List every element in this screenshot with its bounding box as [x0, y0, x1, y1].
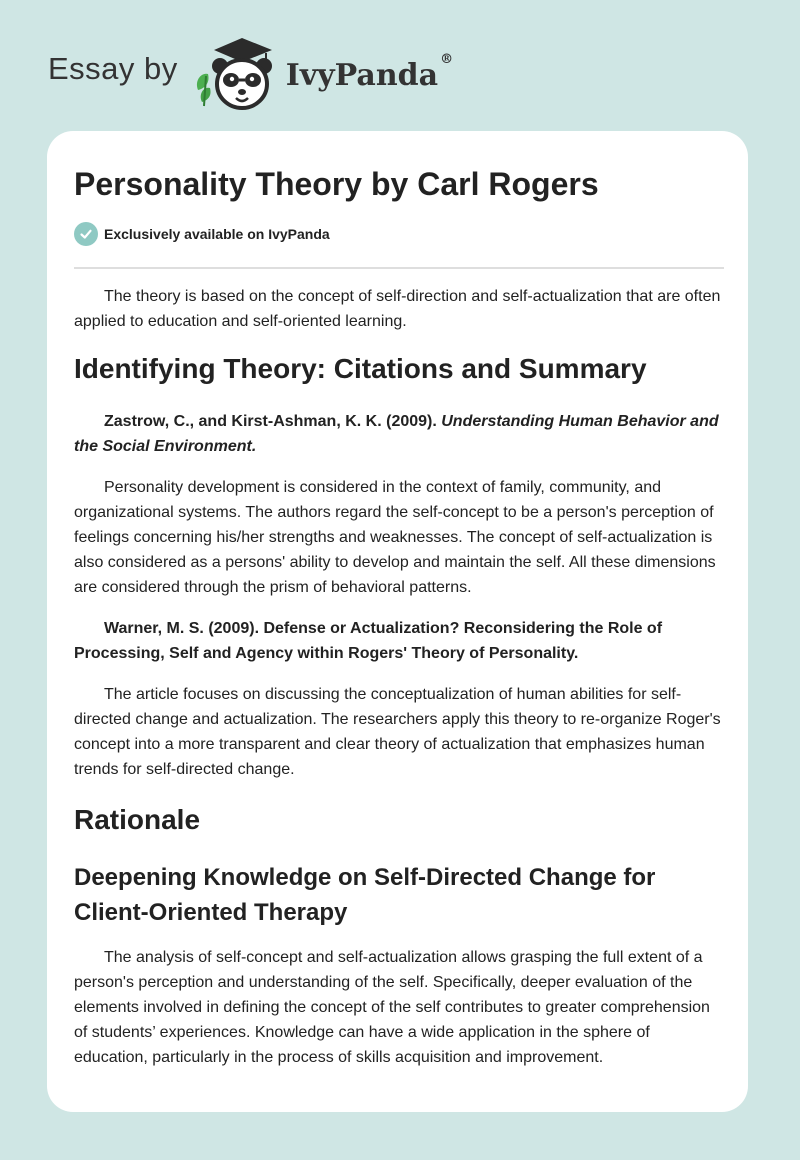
reference-book-title: Understanding Human Behavior and the Social Environment. — [74, 413, 719, 455]
logo-prefix: Essay by — [48, 51, 178, 86]
page-title: Personality Theory by Carl Rogers — [74, 166, 599, 202]
subheading-deepening-knowledge: Deepening Knowledge on Self-Directed Change for Client-Oriented Therapy — [74, 864, 656, 926]
brand-name: IvyPanda ® — [285, 51, 454, 93]
panda-mascot-icon — [192, 32, 282, 112]
registered-mark: ® — [440, 51, 454, 67]
intro-paragraph: The theory is based on the concept of self-direction and self-actualization that are often applied to education and self-oriented learning. — [74, 288, 721, 330]
site-logo[interactable] — [48, 32, 453, 112]
exclusive-badge — [74, 221, 724, 247]
reference-zastrow — [74, 409, 724, 459]
article-content — [74, 161, 724, 1070]
summary-paragraph-zastrow: Personality development is considered in the context of family, community, and organizational systems. The authors regard the self-concept to be a person's perception of feelings concerning his/her strengths and weaknesses. The concept of self-actualization is also considered as a persons' ability to develop and maintain the self. All these dimensions are considered through the prism of behavioral patterns. — [74, 479, 716, 596]
divider — [74, 267, 724, 269]
rationale-paragraph: The analysis of self-concept and self-actualization allows grasping the full extent of a person's perception and understanding of the self. Specifically, deeper evaluation of the elements involved in defining the concept of the self contributes to greater comprehension of students’ experiences. Knowledge can have a wide application in the sphere of education, particularly in the process of skills acquisition and improvement. — [74, 949, 710, 1066]
section-heading-citations: Identifying Theory: Citations and Summary — [74, 353, 647, 384]
summary-paragraph-warner: The article focuses on discussing the conceptualization of human abilities for self-directed change and actualization. The researchers apply this theory to re-organize Roger's concept into a more transparent and clear theory of actualization that emphasizes human trends for self-directed change. — [74, 686, 721, 778]
check-icon — [74, 222, 98, 246]
exclusive-label: Exclusively available on IvyPanda — [104, 226, 330, 242]
article-card — [47, 131, 748, 1112]
section-heading-rationale: Rationale — [74, 804, 201, 835]
reference-warner: Warner, M. S. (2009). Defense or Actualization? Reconsidering the Role of Processing, Self and Agency within Rogers' Theory of Personality. — [74, 620, 663, 662]
reference-authors: Zastrow, C., and Kirst-Ashman, K. K. (2009). — [104, 413, 442, 430]
